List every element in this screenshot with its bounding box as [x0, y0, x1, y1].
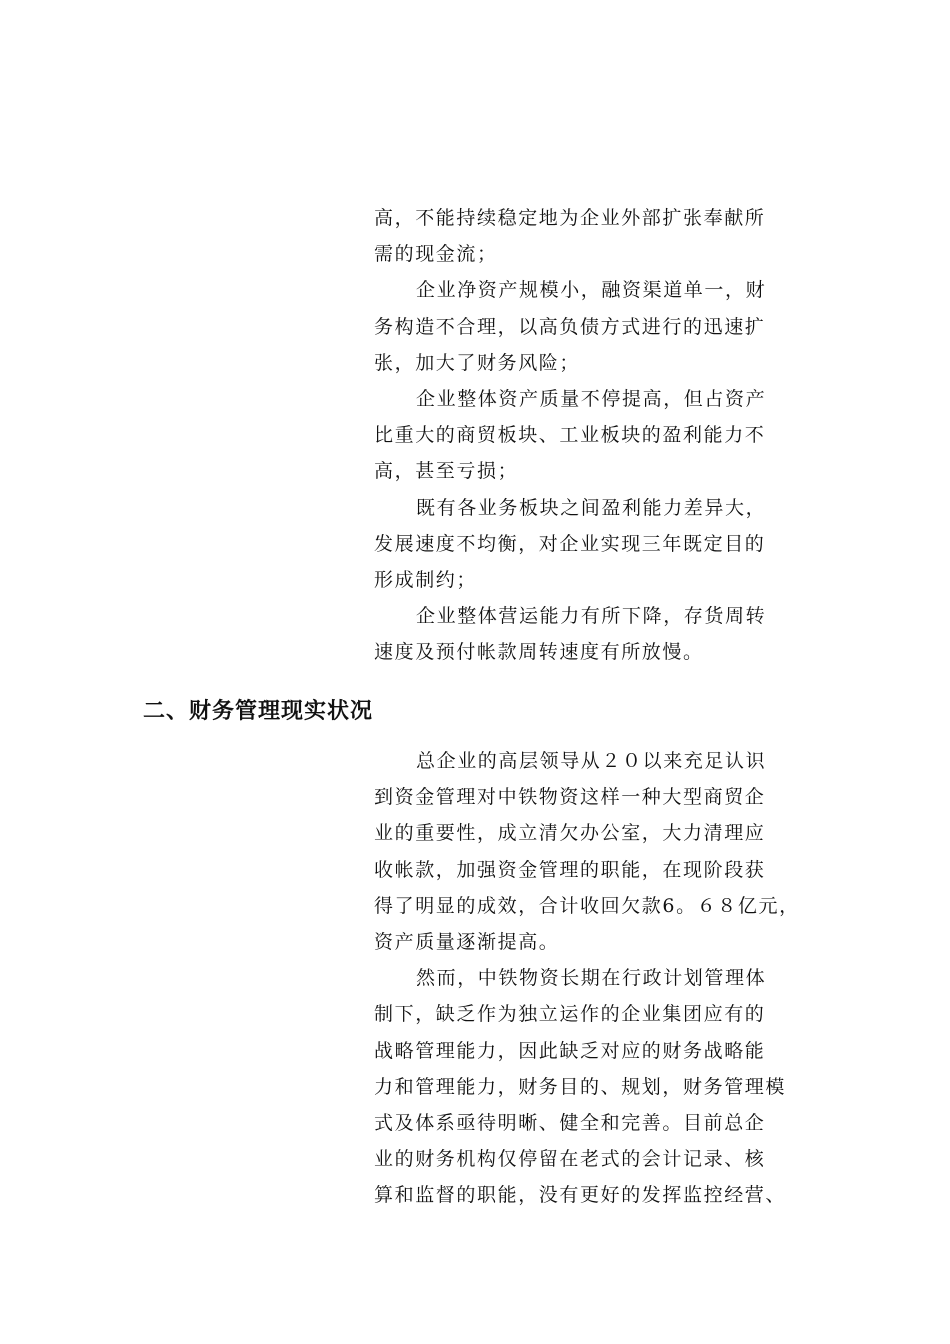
text-line: 战略管理能力，因此缺乏对应的财务战略能	[374, 1039, 766, 1062]
text-line: 收帐款，加强资金管理的职能，在现阶段获	[374, 858, 766, 881]
text-line: 张，加大了财务风险；	[374, 351, 581, 374]
text-line: 高，甚至亏损；	[374, 460, 519, 483]
text-line: 高，不能持续稳定地为企业外部扩张奉献所	[374, 207, 766, 229]
body-text-section-1	[374, 200, 814, 670]
text-line: 资产质量逐渐提高。	[374, 930, 560, 953]
text-line: 企业净资产规模小，融资渠道单一，财	[416, 279, 767, 302]
text-line: 式及体系亟待明晰、健全和完善。目前总企	[374, 1111, 766, 1134]
text-line: 力和管理能力，财务目的、规划，财务管理模	[374, 1075, 787, 1098]
text-line: 比重大的商贸板块、工业板块的盈利能力不	[374, 424, 766, 447]
text-line: 形成制约；	[374, 568, 478, 591]
text-line: 算和监督的职能，没有更好的发挥监控经营、	[374, 1184, 787, 1207]
text-line: 到资金管理对中铁物资这样一种大型商贸企	[374, 786, 766, 809]
text-line: 总企业的高层领导从２０以来充足认识	[416, 750, 767, 772]
text-line: 业的财务机构仅停留在老式的会计记录、核	[374, 1148, 766, 1171]
text-line: 业的重要性，成立清欠办公室，大力清理应	[374, 822, 766, 845]
text-line: 得了明显的成效，合计收回欠款6。６８亿元，	[374, 894, 800, 917]
text-line: 制下，缺乏作为独立运作的企业集团应有的	[374, 1003, 766, 1026]
text-line: 需的现金流；	[374, 243, 498, 266]
text-line: 企业整体资产质量不停提高，但占资产	[416, 387, 767, 410]
text-line: 速度及预付帐款周转速度有所放慢。	[374, 641, 704, 664]
text-line: 发展速度不均衡，对企业实现三年既定目的	[374, 532, 766, 555]
text-line: 然而，中铁物资长期在行政计划管理体	[416, 967, 767, 990]
section-heading: 二、财务管理现实状况	[143, 699, 374, 724]
body-text-section-2	[374, 743, 814, 1213]
text-line: 务构造不合理，以高负债方式进行的迅速扩	[374, 315, 766, 338]
text-line: 企业整体营运能力有所下降，存货周转	[416, 605, 767, 628]
text-line: 既有各业务板块之间盈利能力差异大，	[416, 496, 767, 519]
